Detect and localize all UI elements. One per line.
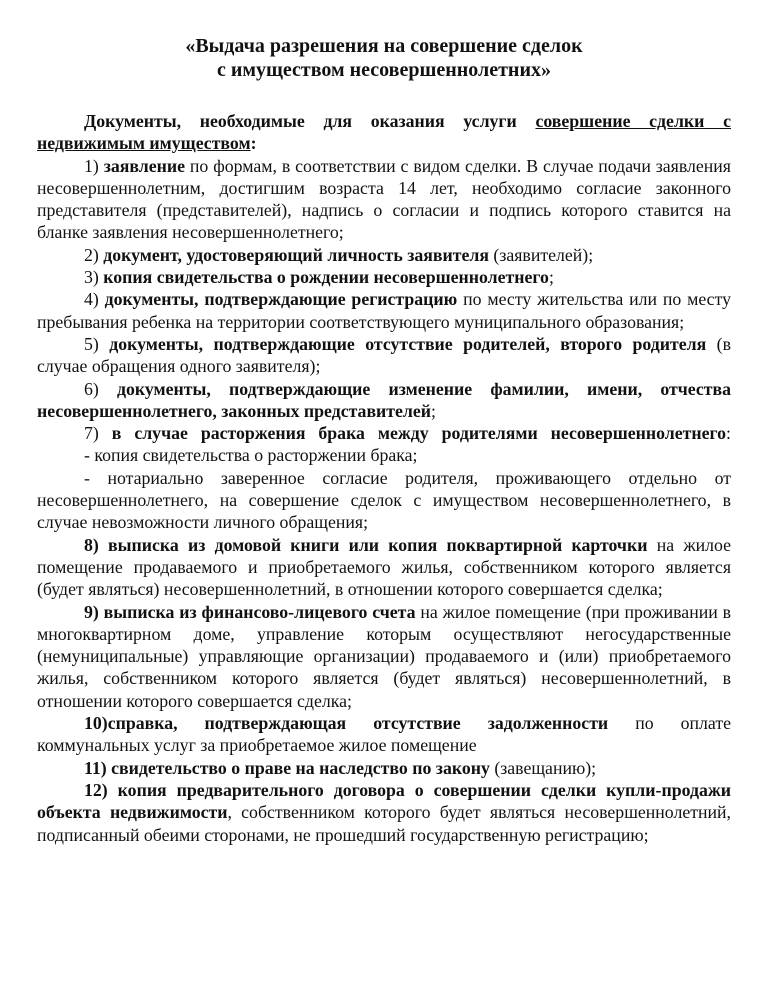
item-text: (заявителей);: [488, 244, 594, 265]
item-text: по формам, в соответствии с видом сделки. В случае подачи заявления несовершеннолетним, достигшим возраста 14 лет, необходимо согласие законного представителя (представителей), надпись о согласии и подпись которого ставится на бланке заявления несовершеннолетнего;: [37, 155, 731, 243]
item-text: на жилое помещение продаваемого и приобретаемого жилья, собственником которого является (будет являться) несовершеннолетний, в отношении которого совершается сделка;: [37, 534, 731, 600]
document-page: [37, 34, 731, 846]
item-number: 6): [84, 378, 117, 399]
item-text: :: [726, 423, 731, 444]
item-title: заявление: [103, 155, 185, 176]
list-item-1: [37, 155, 731, 244]
item-title: документ, удостоверяющий личность заявителя: [103, 244, 489, 265]
item-number: 7): [84, 423, 112, 444]
item-title: документы, подтверждающие отсутствие родителей, второго родителя: [109, 333, 707, 354]
item-title: 9) выписка из финансово-лицевого счета: [84, 601, 416, 622]
item-text: по оплате коммунальных услуг за приобретаемое жилое помещение: [37, 713, 731, 756]
item-title: копия свидетельства о рождении несовершеннолетнего: [103, 267, 549, 288]
item-text: ;: [431, 400, 436, 421]
list-item-8: [37, 534, 731, 601]
list-item-9: [37, 601, 731, 712]
list-item-5: [37, 333, 731, 378]
intro-paragraph: [37, 110, 731, 155]
item-text: по месту жительства или по месту пребывания ребенка на территории соответствующего муниципального образования;: [37, 289, 731, 332]
item-number: 2): [84, 244, 104, 265]
item-title: документы, подтверждающие изменение фамилии, имени, отчества несовершеннолетнего, законных представителей: [37, 378, 731, 421]
item-number: 4): [84, 289, 105, 310]
title-line-2: с имуществом несовершеннолетних»: [217, 59, 551, 81]
item-text: (завещанию);: [489, 757, 597, 778]
item-title: документы, подтверждающие регистрацию: [104, 289, 458, 310]
item-text: , собственником которого будет являться несовершеннолетний, подписанный обеими сторонами, не прошедший государственную регистрацию;: [37, 802, 731, 845]
item-number: 1): [84, 155, 104, 176]
list-item-12: [37, 779, 731, 846]
item-number: 3): [84, 267, 104, 288]
list-item-7: [37, 422, 731, 444]
item-title: в случае расторжения брака между родителями несовершеннолетнего: [111, 423, 727, 444]
list-subitem: - копия свидетельства о расторжении брака;: [84, 445, 418, 466]
document-title: [37, 34, 731, 82]
intro-lead: Документы, необходимые для оказания услуги: [84, 111, 536, 131]
list-item-2: [37, 244, 731, 266]
list-subitem: - нотариально заверенное согласие родителя, проживающего отдельно от несовершеннолетнего, на совершение сделок с имуществом несовершеннолетнего, в случае невозможности личного обращения;: [37, 467, 731, 533]
item-number: 5): [84, 333, 110, 354]
item-title: 12) копия предварительного договора о совершении сделки купли-продажи объекта недвижимости: [37, 779, 731, 823]
list-item-6: [37, 378, 731, 423]
item-text: (в случае обращения одного заявителя);: [37, 333, 731, 377]
title-line-1: «Выдача разрешения на совершение сделок: [185, 35, 583, 57]
intro-service-name: совершение сделки с недвижимым имуществом: [37, 111, 731, 154]
list-item-11: [37, 757, 731, 779]
list-item-10: [37, 712, 731, 757]
intro-colon: :: [250, 133, 257, 154]
item-text: ;: [548, 267, 554, 288]
item-text: на жилое помещение (при проживании в многоквартирном доме, управление которым осуществляют негосударственные (немуниципальные) управляющие организации) продаваемого и (или) приобретаемого жилья, собственником которого является (будет являться) несовершеннолетний, в отношении которого совершается сделка;: [37, 601, 731, 711]
list-item-3: [37, 266, 731, 288]
item-title: 11) свидетельство о праве на наследство по закону: [84, 757, 490, 778]
list-item-4: [37, 288, 731, 333]
item-title: 10)справка, подтверждающая отсутствие задолженности: [84, 713, 609, 734]
item-title: 8) выписка из домовой книги или копия поквартирной карточки: [84, 534, 648, 555]
